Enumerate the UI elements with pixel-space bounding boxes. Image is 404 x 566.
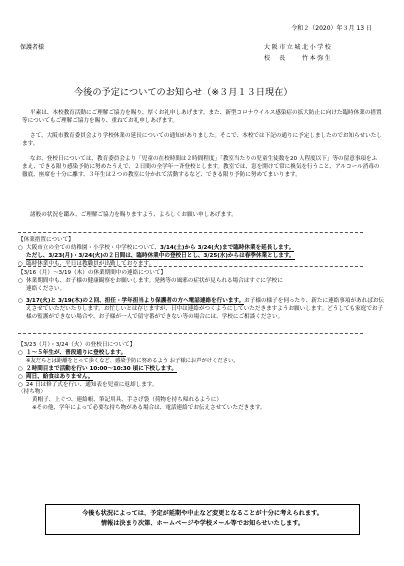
section-contact <box>18 270 388 321</box>
principal-name: 校 長 竹本弥生 <box>264 55 333 62</box>
list-item: 連絡ください。 <box>26 285 66 292</box>
notice-box <box>45 504 360 535</box>
section-closure <box>18 237 388 269</box>
list-item: ○ 大阪市立の全ての幼稚園・小学校・中学校について、3/14(土)から 3/24(火)まで臨時休業を延長します。 <box>18 244 295 251</box>
notice-line-2: 情報は決まり次第、ホームページや学校メール等でお知らせいたします。 <box>100 520 305 527</box>
belongings-label: 〈持ち物〉 <box>18 389 46 396</box>
dashed-divider <box>18 333 363 334</box>
circle-bullet-icon: ○ <box>18 244 23 251</box>
circle-bullet-icon: ○ <box>18 381 23 388</box>
list-item: ○ 臨時休業中も、平日は教職員が出勤しております。 <box>18 260 155 267</box>
dashed-divider <box>18 232 363 233</box>
paragraph-2: さて、大阪市教育委員会より学校休業の延長についての通知がありました。そこで、本校では下記の通りに予定しましたのでお知らせいたします。 <box>22 133 382 147</box>
circle-bullet-icon: ○ <box>18 260 23 267</box>
list-item: ○ 休業期間中も、お子様の健康観察をお願いします。発熱等の風邪の症状が見られる場合はすぐに学校に <box>18 277 283 284</box>
paragraph-4: 諸般の状況を鑑み、ご理解ご協力を賜りますよう、よろしくお願い申しあげます。 <box>30 212 237 218</box>
list-item: ○ 両日、給食はありません。 <box>18 373 94 380</box>
list-item: ただし、3/23(月)・3/24(火)の２日間は、臨時休業中の登校日とし、3/25(水)からは春季休業とします。 <box>26 252 295 259</box>
recipient: 保護者様 <box>20 44 45 51</box>
circle-bullet-icon: ○ <box>18 365 23 372</box>
circle-bullet-icon: ○ <box>18 277 23 284</box>
list-item: ○ １～５年生が、普段通りに登校します。 <box>18 349 127 356</box>
school-name: 大阪市立城北小学校 <box>264 44 333 51</box>
section-heading: 【3/23（月）・3/24（火）の登校日について】 <box>18 342 136 348</box>
page-title: 今後の予定についてのお知らせ（※３月１３日現在） <box>74 87 293 98</box>
section-school-days <box>18 342 388 413</box>
list-item: ○ 3/17(火)と 3/19(木)の２回、担任・学年担当より保護者の方へ電話連絡を行います。お子様の様子を伺ったり、新たに連絡事項があればお伝えさせていただいたりします。お忙しいとは存じますが、日中は連絡がつくようにしていただきますようお願いします。どうしても家庭でお子様の監護ができない場合や、お子様が一人で留守番ができない等の場合には、学校にご相談ください。 <box>18 297 385 320</box>
section-heading: 【休業措置について】 <box>18 237 74 243</box>
paragraph-3: なお、登校日については、教育委員会より「児童の在校時間は２時間程度」「教室当たりの児童生徒数を20 人程度以下」等の留意事項をふまえ、できる限り感染予防に努めたうえで、２日間の全学年一斉登校とします。教室では、窓を開けて常に換気を行うこと、アルコール消毒の徹底、座席を十分に離す、３年生は２つの教室に分かれて活動するなど、できる限り予防に努めてまいります。 <box>22 156 380 178</box>
circle-bullet-icon: ○ <box>18 349 23 356</box>
circle-bullet-icon: ○ <box>18 373 23 380</box>
notice-line-1: 今後も状況によっては、予定が延期や中止など変更となることが十分に考えられます。 <box>82 510 323 517</box>
dashed-divider <box>18 266 363 267</box>
list-item: ○ ２時間目まで活動を行い 10:00～10:30 頃に下校します。 <box>18 365 177 372</box>
belongings-note: ※その他、学年によって必要な持ち物がある場合は、電話連絡でお伝えさせていただきます。 <box>32 405 266 412</box>
list-item: ※友だちとは距離をとって歩くなど、感染予防に努めるよう お子様にお声がけください。 <box>26 357 239 364</box>
section-heading: 【3/16（月）～3/19（木）の休業期間中の連絡について】 <box>18 270 167 276</box>
belongings-list: 黄帽子、上ぐつ、連絡帳、筆記用具、手さげ袋（荷物を持ち帰れるように） <box>32 397 222 404</box>
circle-bullet-icon: ○ <box>18 297 23 304</box>
list-item: ○ 24 日は修了式を行い、通知表を児童に返却します。 <box>18 381 158 388</box>
paragraph-1: 平素は、本校教育活動にご理解ご協力を賜り、厚くお礼申しあげます。また、新型コロナウイルス感染症の拡大防止に向けた臨時休業の措置等についてもご理解ご協力を賜り、重ねてお礼申しあげます。 <box>22 110 382 124</box>
document-date: 令和２（2020）年３月 13 日 <box>291 25 372 32</box>
